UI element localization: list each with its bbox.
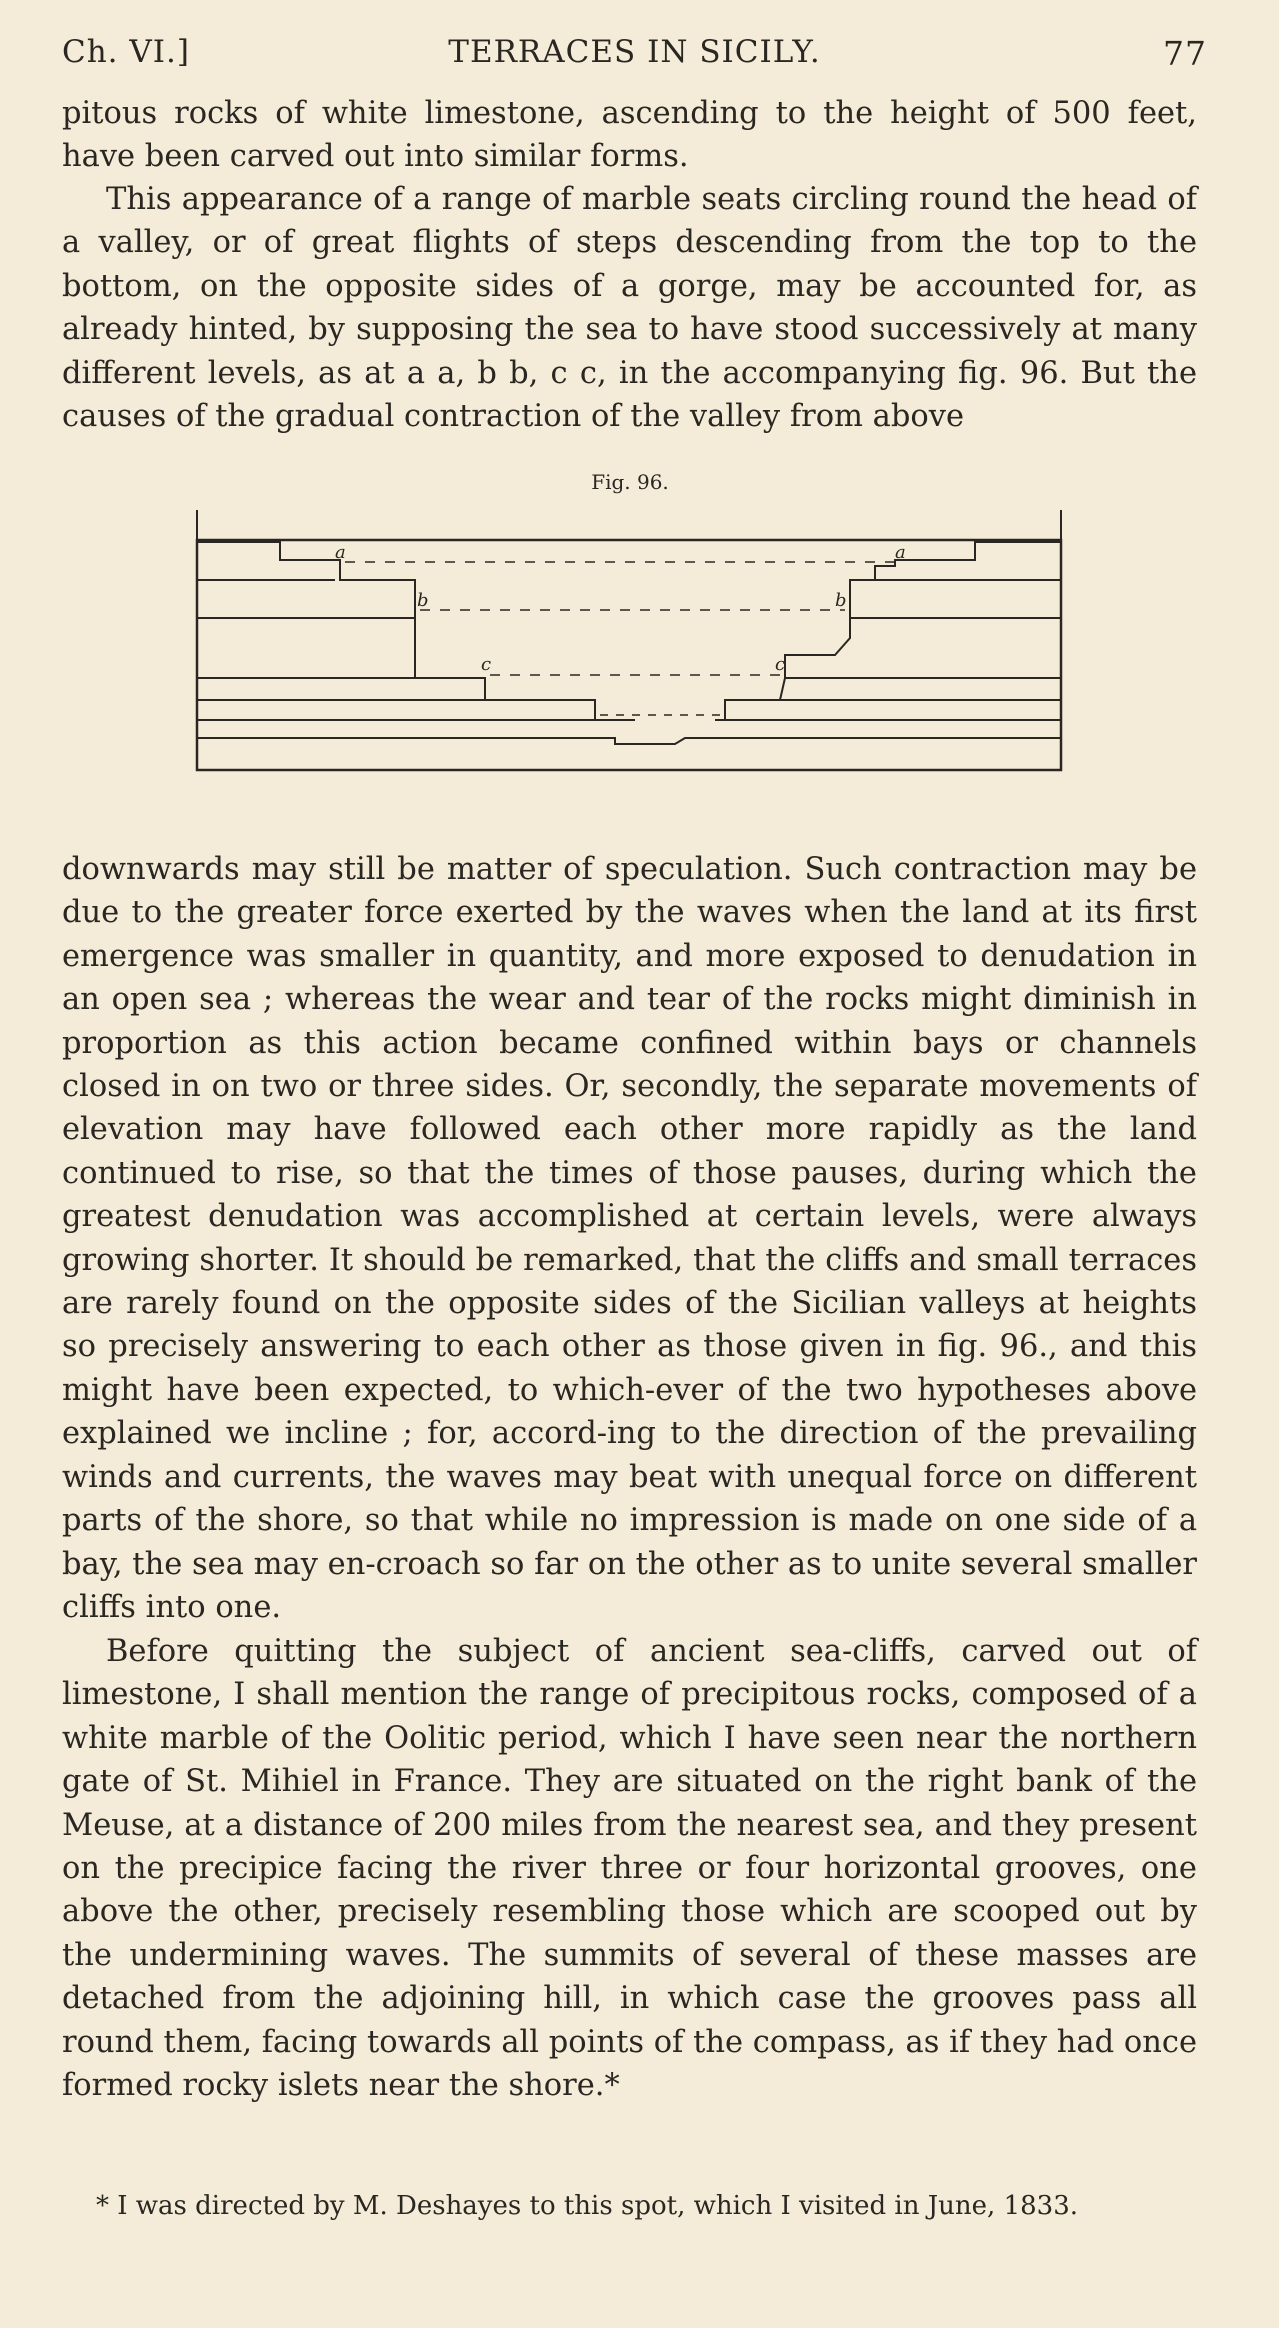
figure-96 [195,470,1065,790]
figure-caption: Fig. 96. [591,470,669,494]
running-title: TERRACES IN SICILY. [448,34,821,70]
diagram-frame [197,540,1061,770]
paragraph-sea-cliffs: Before quitting the subject of ancient sea-cliffs, carved out of limestone, I shall mention the range of precipitous rocks, composed of a white marble of the Oolitic period, which I have seen near the northern gate of St. Mihiel in France. They are situated on the right bank of the Meuse, at a distance of 200 miles from the nearest sea, and they present on the precipice facing the river three or four horizontal grooves, one above the other, precisely resembling those which are scooped out by the undermining waves. The summits of several of these masses are detached from the adjoining hill, in which case the grooves pass all round them, facing towards all points of the compass, as if they had once formed rocky islets near the shore.* [62,1634,1197,2104]
footnote: * I was directed by M. Deshayes to this spot, which I visited in June, 1833. [96,2191,1079,2221]
letter-b-right: b [835,590,847,611]
chapter-label: Ch. VI.] [62,34,190,70]
left-terrace-lower [197,618,595,720]
right-terrace-lower [785,618,1061,678]
paragraph-contraction: downwards may still be matter of speculation. Such contraction may be due to the greater force exerted by the waves when the land at its first emergence was smaller in quantity, and more exposed to denudation in an open sea ; whereas the wear and tear of the rocks might diminish in proportion as this action became confined within bays or channels closed in on two or three sides. Or, secondly, the separate movements of elevation may have followed each other more rapidly as the land continued to rise, so that the times of those pauses, during which the greatest denudation was accomplished at certain levels, were always growing shorter. It should be remarked, that the cliffs and small terraces are rarely found on the opposite sides of the Sicilian valleys at heights so precisely answering to each other as those given in fig. 96., and this might have been expected, to which-ever of the two hypotheses above explained we incline ; for, accord-ing to the direction of the prevailing winds and currents, the waves may beat with unequal force on different parts of the shore, so that while no impression is made on one side of a bay, the sea may en-croach so far on the other as to unite several smaller cliffs into one. [62,852,1197,1625]
letter-a-right: a [895,542,906,563]
letter-b-left: b [417,590,429,611]
paragraph-continued: pitous rocks of white limestone, ascending to the height of 500 feet, have been carved out into similar forms. [62,96,1197,175]
valley-floor [197,738,1061,744]
running-header [62,34,1207,74]
letter-c-left: c [481,654,492,675]
terrace-diagram [195,510,1065,790]
paragraph-terraces: This appearance of a range of marble seats circling round the head of a valley, or of great flights of steps descending from the top to the bottom, on the opposite sides of a gorge, may be accounted for, as already hinted, by supposing the sea to have stood successively at many different levels, as at a a, b b, c c, in the accompanying fig. 96. But the causes of the gradual contraction of the valley from above [62,182,1197,435]
page-number: 77 [1163,34,1207,73]
letter-c-right: c [775,654,786,675]
letter-a-left: a [335,542,346,563]
